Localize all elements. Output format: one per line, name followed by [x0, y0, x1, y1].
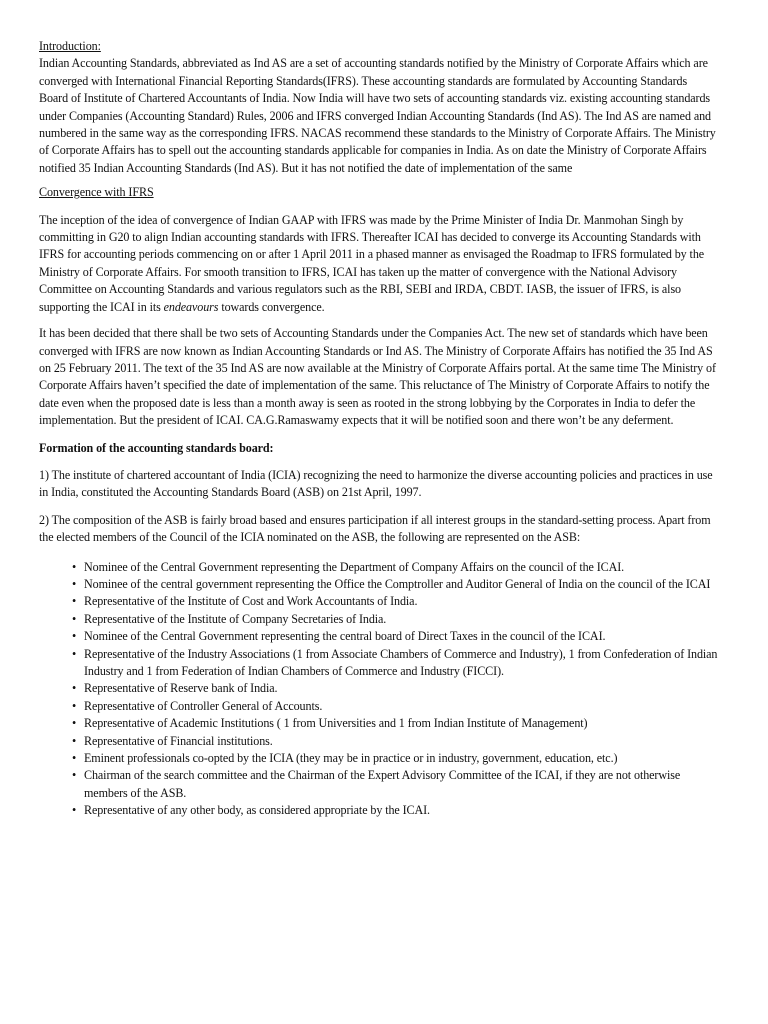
- convergence-heading: Convergence with IFRS: [39, 185, 154, 200]
- convergence-paragraph-1-end: towards convergence.: [218, 299, 325, 314]
- convergence-paragraph-2: It has been decided that there shall be two sets of Accounting Standards under the Companies Act. The new set of standards which have been converged with IFRS are now known as Indian Accounting Standards or Ind AS. The Ministry of Corporate Affairs has notified the 35 Ind AS on 25 February 2011. The text of the 35 Ind AS are now available at the Ministry of Corporate Affairs portal. At the same time The Ministry of Corporate Affairs haven’t specified the date of implementation of the same. This reluctance of The Ministry of Corporate Affairs to notify the date even when the proposed date is less than a month away is seen as rooted in the strong lobbying by the Corporates in India to defer the implementation. But the president of ICAI. CA.G.Ramaswamy expects that it will be notified soon and there won’t be any deferment.: [39, 326, 716, 428]
- convergence-paragraph-1-text: The inception of the idea of convergence of Indian GAAP with IFRS was made by the Prime Minister of India Dr. Manmohan Singh by committing in G20 to align Indian accounting standards with IFRS. Thereafter ICAI has decided to converge its Accounting Standards with IFRS for accounting periods commencing on or after 1 April 2011 in a phased manner as envisaged the Roadmap to IFRS formulated by the Ministry of Corporate Affairs. For smooth transition to IFRS, ICAI has taken up the matter of convergence with the National Advisory Committee on Accounting Standards and various regulators such as the RBI, SEBI and IRDA, CBDT. IASB, the issuer of IFRS, is also supporting the ICAI in its: [39, 212, 705, 314]
- list-item: • Representative of the Institute of Company Secretaries of India.: [74, 611, 719, 628]
- convergence-paragraph-1-italic: endeavours: [163, 299, 219, 314]
- formation-point-1: 1) The institute of chartered accountant of India (ICIA) recognizing the need to harmonize the diverse accounting policies and practices in use in India, constituted the Accounting Standards Board (ASB) on 21st April, 1997.: [39, 467, 713, 500]
- list-item: • Representative of Reserve bank of India.: [74, 680, 719, 697]
- document-page: [39, 38, 719, 820]
- list-item: • Representative of any other body, as considered appropriate by the ICAI.: [74, 802, 719, 819]
- asb-member-list: [39, 559, 719, 820]
- list-item: • Nominee of the central government representing the Office the Comptroller and Auditor General of India on the council of the ICAI: [74, 576, 719, 593]
- list-item: • Representative of Financial institutions.: [74, 733, 719, 750]
- list-item: • Representative of Controller General of Accounts.: [74, 698, 719, 715]
- introduction-paragraph: Indian Accounting Standards, abbreviated as Ind AS are a set of accounting standards notified by the Ministry of Corporate Affairs which are converged with International Financial Reporting Standards(IFRS). These accounting standards are formulated by Accounting Standards Board of Institute of Chartered Accountants of India. Now India will have two sets of accounting standards viz. existing accounting standards under Companies (Accounting Standard) Rules, 2006 and IFRS converged Indian Accounting Standards (Ind AS). The Ind AS are named and numbered in the same way as the corresponding IFRS. NACAS recommend these standards to the Ministry of Corporate Affairs. The Ministry of Corporate Affairs has to spell out the accounting standards applicable for companies in India. As on date the Ministry of Corporate Affairs notified 35 Indian Accounting Standards (Ind AS). But it has not notified the date of implementation of the same: [39, 56, 716, 175]
- introduction-heading: Introduction:: [39, 39, 101, 53]
- list-item: • Nominee of the Central Government representing the central board of Direct Taxes in the council of the ICAI.: [74, 628, 719, 645]
- list-item: • Chairman of the search committee and the Chairman of the Expert Advisory Committee of the ICAI, if they are not otherwise members of the ASB.: [74, 767, 719, 802]
- list-item: • Nominee of the Central Government representing the Department of Company Affairs on the council of the ICAI.: [74, 559, 719, 576]
- list-item: • Representative of Academic Institutions ( 1 from Universities and 1 from Indian Institute of Management): [74, 715, 719, 732]
- list-item: • Eminent professionals co-opted by the ICIA (they may be in practice or in industry, government, education, etc.): [74, 750, 719, 767]
- list-item: • Representative of the Institute of Cost and Work Accountants of India.: [74, 593, 719, 610]
- formation-heading: Formation of the accounting standards board:: [39, 440, 274, 455]
- convergence-paragraph-1: [39, 212, 719, 316]
- formation-point-2: 2) The composition of the ASB is fairly broad based and ensures participation if all interest groups in the standard-setting process. Apart from the elected members of the Council of the ICIA nominated on the ASB, the following are represented on the ASB:: [39, 512, 711, 545]
- list-item: • Representative of the Industry Associations (1 from Associate Chambers of Commerce and Industry), 1 from Confederation of Indian Industry and 1 from Federation of Indian Chambers of Commerce and Industry (FICCI).: [74, 646, 719, 681]
